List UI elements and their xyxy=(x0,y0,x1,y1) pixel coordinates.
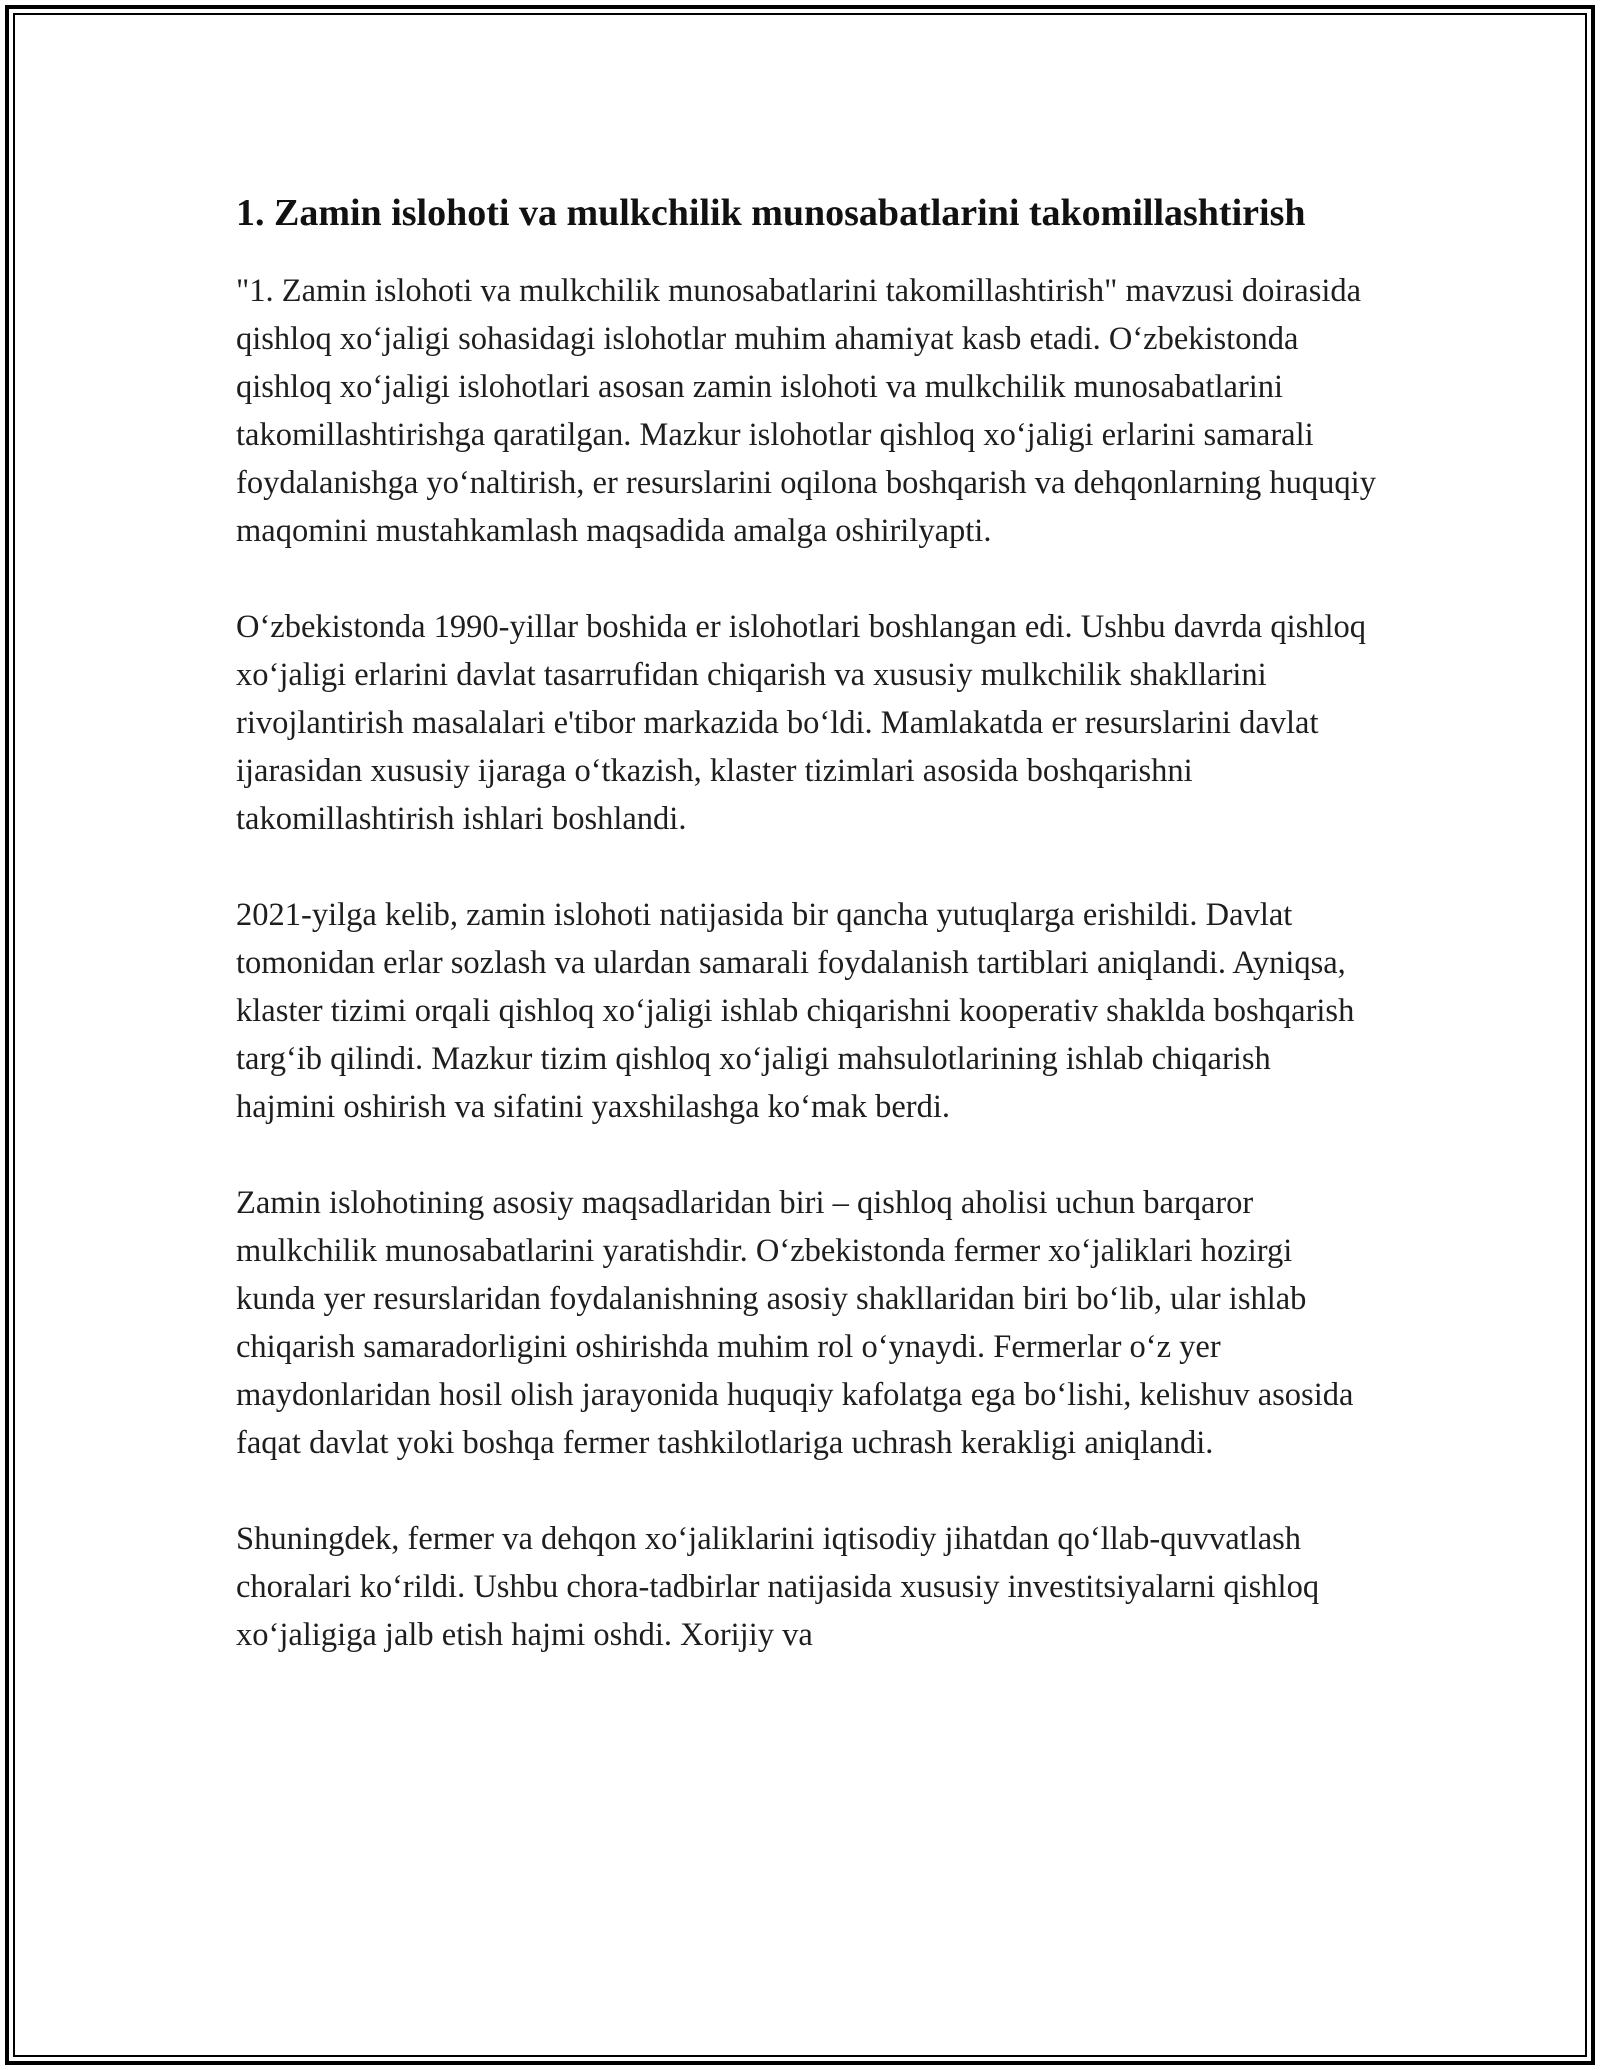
document-title: 1. Zamin islohoti va mulkchilik munosabatlarini takomillashtirish xyxy=(236,192,1306,234)
paragraph-3: 2021-yilga kelib, zamin islohoti natijasida bir qancha yutuqlarga erishildi. Davlat tomonidan erlar sozlash va ulardan samarali foydalanish tartiblari aniqlandi. Ayniqsa, klaster tizimi orqali qishloq xo‘jaligi ishlab chiqarishni kooperativ shaklda boshqarish targ‘ib qilindi. Mazkur tizim qishloq xo‘jaligi mahsulotlarining ishlab chiqarish hajmini oshirish va sifatini yaxshilashga ko‘mak berdi. xyxy=(236,897,1355,1125)
paragraph-5: Shuningdek, fermer va dehqon xo‘jaliklarini iqtisodiy jihatdan qo‘llab-quvvatlash choralari ko‘rildi. Ushbu chora-tadbirlar natijasida xususiy investitsiyalarni qishloq xo‘jaligiga jalb etish hajmi oshdi. Xorijiy va xyxy=(236,1521,1320,1653)
document-body xyxy=(236,186,1376,1707)
paragraph-1: "1. Zamin islohoti va mulkchilik munosabatlarini takomillashtirish" mavzusi doirasida qishloq xo‘jaligi sohasidagi islohotlar muhim ahamiyat kasb etadi. O‘zbekistonda qishloq xo‘jaligi islohotlari asosan zamin islohoti va mulkchilik munosabatlarini takomillashtirishga qaratilgan. Mazkur islohotlar qishloq xo‘jaligi erlarini samarali foydalanishga yo‘naltirish, er resurslarini oqilona boshqarish va dehqonlarning huquqiy maqomini mustahkamlash maqsadida amalga oshirilyapti. xyxy=(236,273,1376,549)
paragraph-2: O‘zbekistonda 1990-yillar boshida er islohotlari boshlangan edi. Ushbu davrda qishloq xo‘jaligi erlarini davlat tasarrufidan chiqarish va xususiy mulkchilik shakllarini rivojlantirish masalalari e'tibor markazida bo‘ldi. Mamlakatda er resurslarini davlat ijarasidan xususiy ijaraga o‘tkazish, klaster tizimlari asosida boshqarishni takomillashtirish ishlari boshlandi. xyxy=(236,609,1367,837)
paragraph-4: Zamin islohotining asosiy maqsadlaridan biri – qishloq aholisi uchun barqaror mulkchilik munosabatlarini yaratishdir. O‘zbekistonda fermer xo‘jaliklari hozirgi kunda yer resurslaridan foydalanishning asosiy shakllaridan biri bo‘lib, ular ishlab chiqarish samaradorligini oshirishda muhim rol o‘ynaydi. Fermerlar o‘z yer maydonlaridan hosil olish jarayonida huquqiy kafolatga ega bo‘lishi, kelishuv asosida faqat davlat yoki boshqa fermer tashkilotlariga uchrash kerakligi aniqlandi. xyxy=(236,1185,1354,1461)
